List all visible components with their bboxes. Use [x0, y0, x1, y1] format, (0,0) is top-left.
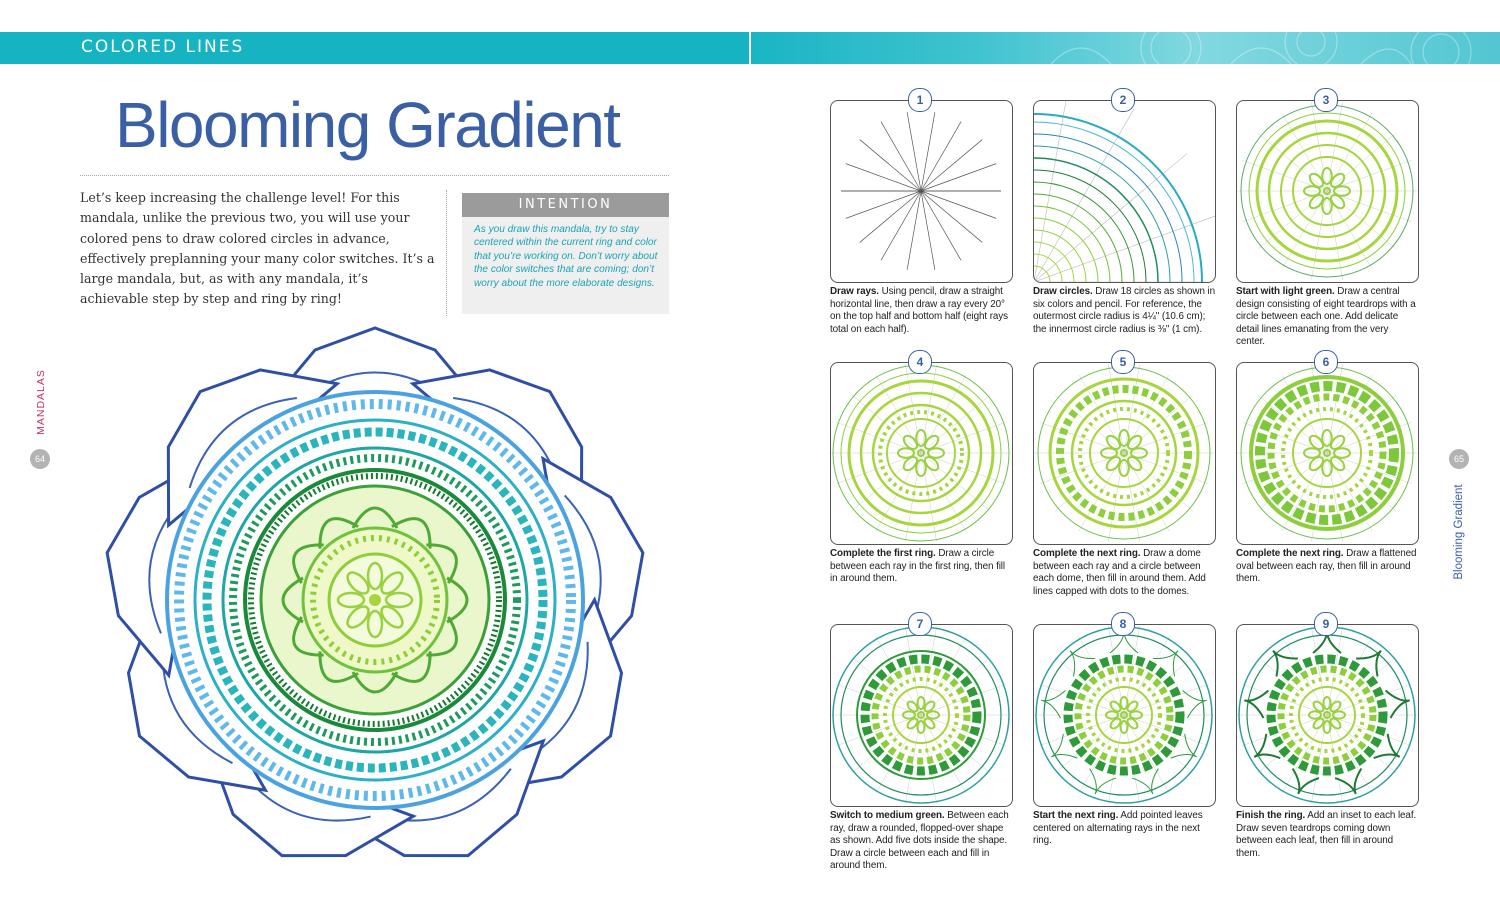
step-text: Draw a dome between each ray and a circle between each dome, then fill in around them. Add lines capped with dots to the domes.: [1033, 548, 1206, 597]
step-title: Complete the next ring.: [1033, 548, 1141, 559]
step-title: Draw rays.: [830, 286, 879, 297]
step-title: Switch to medium green.: [830, 810, 945, 821]
step-caption: [1033, 286, 1215, 336]
left-page-number: 64: [30, 449, 50, 469]
step-3-light-green-drawing: [1237, 101, 1418, 282]
right-side-label-text: Blooming Gradient: [1453, 484, 1465, 580]
step-number: 2: [1111, 88, 1135, 112]
step-image: [1236, 624, 1419, 807]
step-image: [1033, 624, 1216, 807]
step-1-rays-drawing: [831, 101, 1012, 282]
step-text: Add an inset to each leaf. Draw seven teardrops coming down between each leaf, then fill in around them.: [1236, 810, 1417, 859]
mandala-illustration: [95, 320, 655, 880]
intention-heading: INTENTION: [462, 193, 669, 217]
step-9-finished-ring-drawing: [1237, 625, 1418, 806]
step-title: Complete the first ring.: [830, 548, 936, 559]
step-title: Complete the next ring.: [1236, 548, 1344, 559]
step-caption: [1236, 810, 1418, 860]
step-text: Draw a circle between each ray in the first ring, then fill in around them.: [830, 548, 1005, 585]
step-number: 4: [908, 350, 932, 374]
step-5-next-ring-drawing: [1034, 363, 1215, 544]
step-text: Draw a central design consisting of eight teardrops with a circle between each one. Add delicate detail lines emanating from the very center.: [1236, 286, 1416, 348]
step-number: 8: [1111, 612, 1135, 636]
step-6-oval-ring-drawing: [1237, 363, 1418, 544]
step-image: [830, 624, 1013, 807]
step-number: 6: [1314, 350, 1338, 374]
step-image: [830, 362, 1013, 545]
mandala-artwork: [95, 320, 655, 880]
step-title: Finish the ring.: [1236, 810, 1306, 821]
title-divider: [80, 175, 669, 176]
step-number: 3: [1314, 88, 1338, 112]
step-title: Draw circles.: [1033, 286, 1093, 297]
intro-paragraph: Let’s keep increasing the challenge level! For this mandala, unlike the previous two, you will use your colored pens to draw colored circles in advance, effectively preplanning your many color switches. It’s a large mandala, but, as with any mandala, it’s achievable step by step and ring by ring!: [80, 190, 435, 307]
step-number: 7: [908, 612, 932, 636]
page-title: Blooming Gradient: [115, 89, 620, 161]
step-text: Using pencil, draw a straight horizontal line, then draw a ray every 20° on the top half and bottom half (eight rays total on each half).: [830, 286, 1008, 335]
step-title: Start with light green.: [1236, 286, 1335, 297]
step-image: [1236, 100, 1419, 283]
left-side-label: [28, 370, 52, 440]
intention-text: As you draw this mandala, try to stay centered within the current ring and color that you’re working on. Don’t worry about the color switches that are coming; don’t worry about the more elaborate designs.: [474, 224, 658, 289]
step-2-circles-drawing: [1034, 101, 1215, 282]
step-text: Between each ray, draw a rounded, flopped-over shape as shown. Add five dots inside the shape. Draw a circle between each and fill in around them.: [830, 810, 1009, 872]
step-number: 9: [1314, 612, 1338, 636]
step-image: [1236, 362, 1419, 545]
step-text: Add pointed leaves centered on alternating rays in the next ring.: [1033, 810, 1203, 847]
step-4-first-ring-drawing: [831, 363, 1012, 544]
step-image: [830, 100, 1013, 283]
step-caption: [830, 810, 1012, 873]
step-caption: [1033, 548, 1215, 598]
step-text: Draw a flattened oval between each ray, then fill in around them.: [1236, 548, 1417, 585]
step-number: 5: [1111, 350, 1135, 374]
step-number: 1: [908, 88, 932, 112]
intention-box: [462, 193, 669, 314]
step-caption: [1236, 286, 1418, 349]
step-caption: [830, 548, 1012, 586]
section-label: COLORED LINES: [81, 37, 245, 57]
step-8-leaves-drawing: [1034, 625, 1215, 806]
right-side-label: [1447, 470, 1471, 600]
step-caption: [830, 286, 1012, 336]
decorative-header-band: [751, 32, 1500, 64]
step-title: Start the next ring.: [1033, 810, 1119, 821]
left-side-label-text: MANDALAS: [35, 369, 47, 435]
step-text: Draw 18 circles as shown in six colors and pencil. For reference, the outermost circle radius is 4¼" (10.6 cm); the innermost circle radius is ⅜" (1 cm).: [1033, 286, 1215, 335]
step-caption: [1033, 810, 1215, 848]
step-image: [1033, 100, 1216, 283]
step-caption: [1236, 548, 1418, 586]
step-image: [1033, 362, 1216, 545]
band-pattern: [751, 32, 1500, 64]
column-divider: [446, 190, 447, 316]
step-7-medium-green-drawing: [831, 625, 1012, 806]
right-page-number: 65: [1449, 449, 1469, 469]
